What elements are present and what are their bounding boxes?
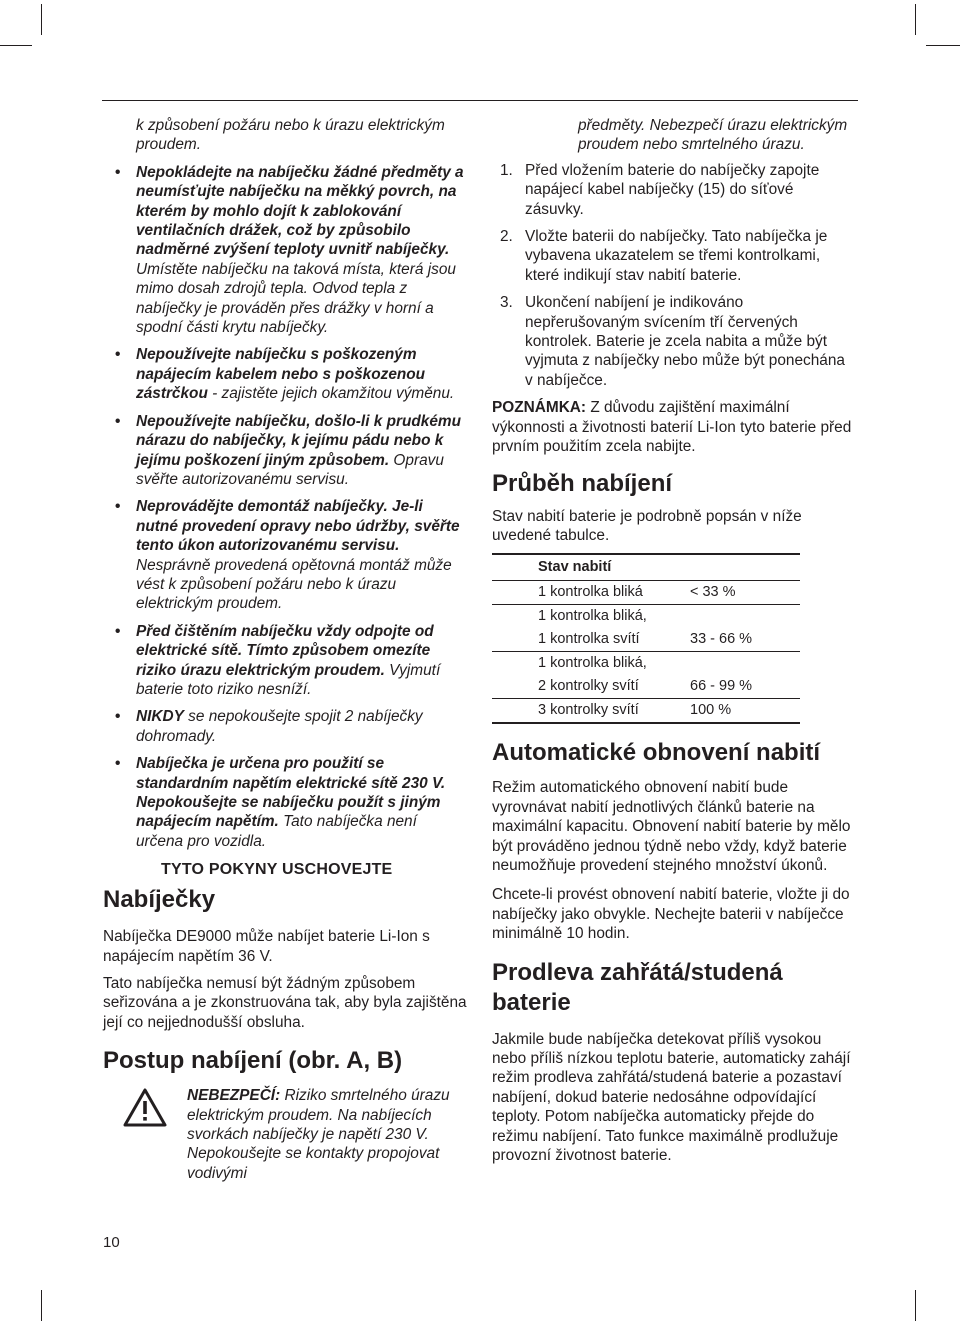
paragraph: Režim automatického obnovení nabití bude vyrovnávat nabití jednotlivých článků baterie na maximální kapacitu. Obnovení nabití baterie by mělo být prováděno jednou týdně nebo vždy, když baterie neumožňuje provedení stejného množství úkonů.: [492, 779, 851, 874]
bullet-bold: Nepoužívejte nabíječku s poškozeným napájecím kabelem nebo s poškozenou zástrčkou: [136, 346, 426, 403]
left-column: [103, 116, 468, 1183]
step-text: Vložte baterii do nabíječky. Tato nabíječka je vybavena ukazatelem se třemi kontrolkami, které indikují stav nabití baterie.: [525, 228, 828, 284]
bullet-text: Nesprávně provedená opětovná montáž může vést k způsobení požáru nebo k úrazu elektrickým proudem.: [136, 556, 452, 613]
step-number: 1.: [500, 161, 513, 179]
table-cell: 3 kontrolky svítí: [492, 699, 690, 724]
bullet-bold: Nepokládejte na nabíječku žádné předměty a neumísťujte nabíječku na měkký povrch, na kterém by mohlo dojít k zablokování ventilačních drážek, což by způsobilo nadměrné zvýšení teploty uvnitř nabíječky.: [136, 163, 464, 259]
bullet-icon: •: [115, 163, 121, 181]
bullet-text: Opravu svěřte autorizovanému servisu.: [136, 451, 444, 488]
paragraph: Stav nabití baterie je podrobně popsán v níže uvedené tabulce.: [492, 507, 802, 544]
bullet-bold: Nabíječka je určena pro použití se standardním napětím elektrické sítě 230 V. Nepokoušejte se nabíječku použít s jiným napájecím napětím.: [136, 755, 446, 831]
table-cell: 1 kontrolka bliká,: [538, 655, 647, 672]
warning-text: Riziko smrtelného úrazu elektrickým proudem. Na nabíjecích svorkách nabíječky je napětí 230 V. Nepokoušejte se kontakty propojovat vodivými: [187, 1087, 450, 1182]
table-cell: 100 %: [690, 699, 800, 724]
table-cell: 2 kontrolky svítí: [492, 675, 690, 699]
table-cell: 1 kontrolka bliká: [492, 581, 690, 605]
continued-text: předměty. Nebezpečí úrazu elektrickým proudem nebo smrtelného úrazu.: [578, 117, 848, 154]
paragraph: Tato nabíječka nemusí být žádným způsobem seřizována a je zkonstruována tak, aby byla zajištěna její co nejjednodušší obsluha.: [103, 975, 467, 1031]
step-text: Ukončení nabíjení je indikováno nepřerušovaným svícením tří červených kontrolek. Baterie je zcela nabita a může být vyjmuta z nabíječky nebo může být ponechána v nabíječce.: [525, 294, 845, 389]
bullet-text: Umístěte nabíječku na taková místa, která jsou mimo dosah zdrojů tepla. Odvod tepla z nabíječky je prováděn přes drážky v horní a spodní části krytu nabíječky.: [136, 260, 456, 337]
table-cell: < 33 %: [690, 581, 800, 605]
bullet-item: [103, 707, 468, 746]
bullet-item: [103, 497, 468, 613]
bullet-text: Tato nabíječka není určena pro vozidla.: [136, 813, 417, 850]
table-row: [492, 581, 800, 605]
bullet-item: [103, 163, 468, 338]
numbered-step: [492, 293, 852, 390]
table-row: [492, 675, 800, 699]
crop-mark: [915, 1290, 916, 1321]
table-row: [492, 652, 800, 676]
paragraph: Nabíječka DE9000 může nabíjet baterie Li-Ion s napájecím napětím 36 V.: [103, 928, 430, 965]
note-text: Z důvodu zajištění maximální výkonnosti a životnosti baterií Li-Ion tyto baterie před prvním použitím zcela nabijte.: [492, 399, 852, 456]
charge-status-table: [492, 553, 800, 724]
bullet-item: [103, 345, 468, 403]
header-rule: [102, 100, 858, 101]
bullet-icon: •: [115, 622, 121, 640]
step-number: 2.: [500, 228, 513, 246]
bullet-bold: Před čištěním nabíječku vždy odpojte od elektrické sítě. Tímto způsobem omezíte riziko úrazu elektrickým proudem.: [136, 622, 434, 679]
section-heading-progress: Průběh nabíjení: [492, 469, 673, 497]
bullet-item: [103, 412, 468, 490]
bullet-text: Vyjmutí baterie toto riziko nesníží.: [136, 661, 441, 698]
bullet-icon: •: [115, 412, 121, 430]
bullet-bold: NIKDY: [136, 708, 184, 726]
section-heading-auto: Automatické obnovení nabití: [492, 739, 821, 767]
paragraph: Chcete-li provést obnovení nabití baterie, vložte ji do nabíječky jako obvykle. Nechejte baterii v nabíječce minimálně 10 hodin.: [492, 886, 850, 943]
step-text: Před vložením baterie do nabíječky zapojte napájecí kabel nabíječky (15) do síťové zásuvky.: [525, 161, 820, 218]
keep-instructions-heading: TYTO POKYNY USCHOVEJTE: [161, 861, 393, 879]
table-cell: 33 - 66 %: [690, 628, 800, 652]
table-row: [492, 605, 800, 629]
crop-mark: [41, 1290, 42, 1321]
bullet-item: [103, 622, 468, 700]
paragraph: Jakmile bude nabíječka detekovat příliš vysokou nebo příliš nízkou teplotu baterie, automaticky zahájí režim prodleva zahřátá/studená baterie a pozastaví nabíjení, dokud baterie nedosáhne odpovídající teploty. Potom nabíječka automaticky přejde do režimu nabíjení. Tato funkce maximálně prodlužuje provozní životnost baterie.: [492, 1030, 851, 1164]
bullet-icon: •: [115, 755, 121, 773]
numbered-step: [492, 161, 852, 219]
section-heading-procedure: Postup nabíjení (obr. A, B): [103, 1047, 403, 1075]
note-paragraph: [492, 398, 852, 456]
bullet-item: [103, 754, 468, 851]
note-label: POZNÁMKA:: [492, 399, 587, 417]
crop-mark: [41, 4, 42, 35]
danger-warning: [103, 1086, 468, 1183]
step-number: 3.: [500, 294, 513, 312]
bullet-text: - zajistěte jejich okamžitou výměnu.: [207, 385, 455, 403]
right-column: [492, 116, 852, 1173]
continued-text: [103, 116, 468, 155]
bullet-icon: •: [115, 346, 121, 364]
continued-text-content: k způsobení požáru nebo k úrazu elektrickým proudem.: [136, 117, 445, 154]
crop-mark: [926, 45, 960, 46]
table-row: [492, 699, 800, 724]
warning-triangle-icon: [123, 1088, 167, 1128]
table-cell: 66 - 99 %: [690, 675, 800, 699]
section-heading-chargers: Nabíječky: [103, 886, 216, 914]
crop-mark: [915, 4, 916, 35]
page-number: 10: [103, 1234, 120, 1251]
bullet-icon: •: [115, 498, 121, 516]
table-cell: 1 kontrolka svítí: [492, 628, 690, 652]
bullet-bold: Neprovádějte demontáž nabíječky. Je-li nutné provedení opravy nebo údržby, svěřte tento úkon autorizovanému servisu.: [136, 498, 460, 555]
bullet-text: se nepokoušejte spojit 2 nabíječky dohromady.: [136, 708, 423, 745]
table-cell: 1 kontrolka bliká,: [538, 608, 647, 625]
section-heading-delay: Prodleva zahřátá/studená baterie: [492, 958, 783, 1016]
bullet-bold: Nepoužívejte nabíječku, došlo-li k prudkému nárazu do nabíječky, k jejímu pádu nebo k jejímu poškození jiným způsobem.: [136, 412, 461, 469]
crop-mark: [0, 45, 32, 46]
table-row: [492, 628, 800, 652]
bullet-icon: •: [115, 708, 121, 726]
table-header: Stav nabití: [492, 554, 800, 581]
warning-label: NEBEZPEČÍ:: [187, 1087, 281, 1105]
numbered-step: [492, 227, 852, 285]
